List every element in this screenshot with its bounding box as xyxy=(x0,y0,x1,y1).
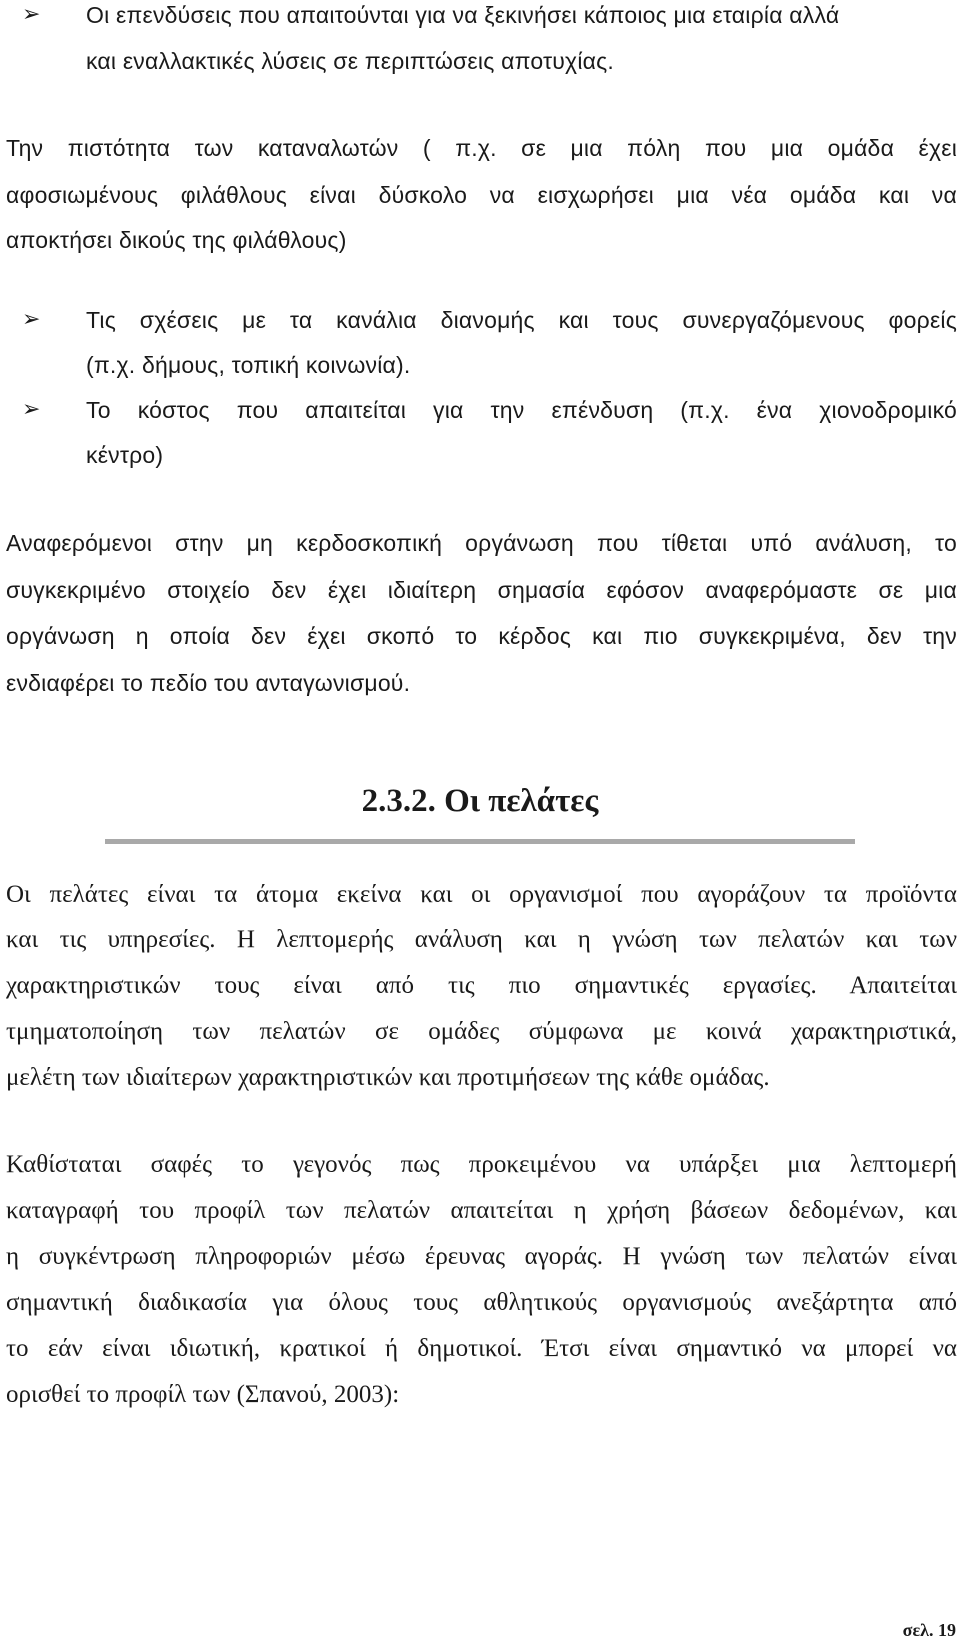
section-number: 2.3.2. xyxy=(361,783,436,819)
bullet-line: Οι επενδύσεις που απαιτούνται για να ξεκινήσει κάποιος μια εταιρία αλλά xyxy=(86,2,840,28)
paragraph-line: σημαντική διαδικασία για όλους τους αθλητικούς οργανισμούς ανεξάρτητα από xyxy=(6,1289,957,1316)
paragraph-line: ενδιαφέρει το πεδίο του ανταγωνισμού. xyxy=(6,670,411,696)
paragraph-line: Καθίσταται σαφές το γεγονός πως προκειμένου να υπάρξει μια λεπτομερή xyxy=(6,1151,957,1178)
paragraph-line: οργάνωση η οποία δεν έχει σκοπό το κέρδος και πιο συγκεκριμένα, δεν την xyxy=(6,623,957,649)
bullet-line: Το κόστος που απαιτείται για την επένδυση (π.χ. ένα χιονοδρομικό xyxy=(86,397,957,423)
paragraph-line: το εάν είναι ιδιωτική, κρατικοί ή δημοτικοί. Έτσι είναι σημαντικό να μπορεί να xyxy=(6,1335,957,1362)
paragraph-line: Οι πελάτες είναι τα άτομα εκείνα και οι οργανισμοί που αγοράζουν τα προϊόντα xyxy=(6,881,957,908)
paragraph-line: Την πιστότητα των καταναλωτών ( π.χ. σε μια πόλη που μια ομάδα έχει xyxy=(6,135,957,161)
paragraph-line: Αναφερόμενοι στην μη κερδοσκοπική οργάνωση που τίθεται υπό ανάλυση, το xyxy=(6,530,957,556)
paragraph-line: καταγραφή του προφίλ των πελατών απαιτείται η χρήση βάσεων δεδομένων, και xyxy=(6,1197,957,1224)
arrow-bullet-icon: ➢ xyxy=(22,397,41,422)
section-heading xyxy=(0,781,960,821)
paragraph-line: και τις υπηρεσίες. Η λεπτομερής ανάλυση και η γνώση των πελατών και των xyxy=(6,926,957,953)
arrow-bullet-icon: ➢ xyxy=(22,2,41,27)
page-number: σελ. 19 xyxy=(902,1620,956,1640)
arrow-bullet-icon: ➢ xyxy=(22,307,41,332)
paragraph-line: μελέτη των ιδιαίτερων χαρακτηριστικών και προτιμήσεων της κάθε ομάδας. xyxy=(6,1064,770,1091)
paragraph-line: συγκεκριμένο στοιχείο δεν έχει ιδιαίτερη σημασία εφόσον αναφερόμαστε σε μια xyxy=(6,577,957,603)
paragraph-line: τμηματοποίηση των πελατών σε ομάδες σύμφωνα με κοινά χαρακτηριστικά, xyxy=(6,1018,957,1045)
paragraph-line: αποκτήσει δικούς της φιλάθλους) xyxy=(6,227,347,253)
bullet-line: (π.χ. δήμους, τοπική κοινωνία). xyxy=(86,352,411,378)
bullet-line: και εναλλακτικές λύσεις σε περιπτώσεις αποτυχίας. xyxy=(86,48,614,74)
section-title: Οι πελάτες xyxy=(444,783,599,819)
paragraph-line: αφοσιωμένους φιλάθλους είναι δύσκολο να εισχωρήσει μια νέα ομάδα και να xyxy=(6,182,957,208)
heading-underline xyxy=(105,839,855,844)
paragraph-line: η συγκέντρωση πληροφοριών μέσω έρευνας αγοράς. Η γνώση των πελατών είναι xyxy=(6,1243,957,1270)
bullet-line: κέντρο) xyxy=(86,442,164,468)
bullet-line: Τις σχέσεις με τα κανάλια διανομής και τους συνεργαζόμενους φορείς xyxy=(86,307,957,333)
paragraph-line: ορισθεί το προφίλ των (Σπανού, 2003): xyxy=(6,1381,400,1408)
paragraph-line: χαρακτηριστικών τους είναι από τις πιο σημαντικές εργασίες. Απαιτείται xyxy=(6,972,957,999)
